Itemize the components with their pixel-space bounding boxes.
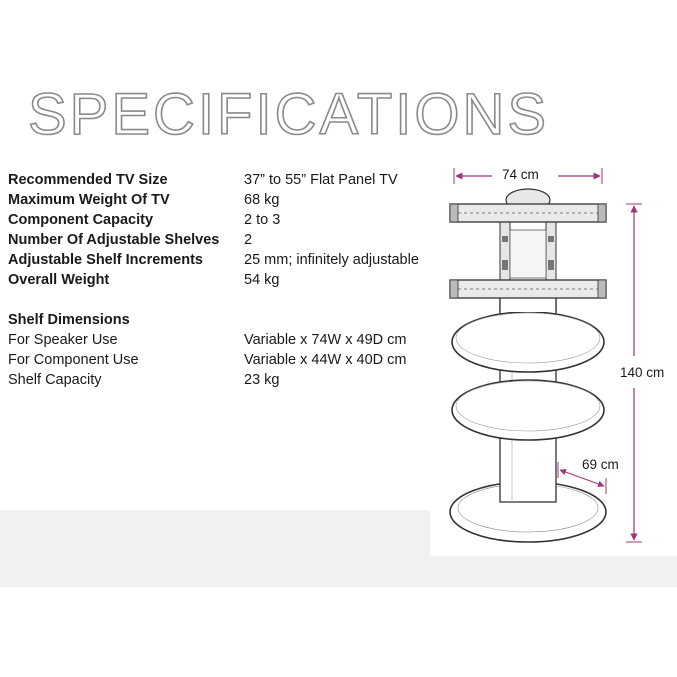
spec-label: Number Of Adjustable Shelves [8, 232, 220, 248]
shelf-label: Shelf Capacity [8, 372, 102, 388]
shelf-heading-text: Shelf Dimensions [8, 312, 130, 328]
spec-label: Adjustable Shelf Increments [8, 252, 203, 268]
spec-value: 68 kg [244, 192, 280, 208]
spec-label: Component Capacity [8, 212, 154, 228]
page-title: SPECIFICATIONS [28, 82, 550, 147]
shelf-row [8, 330, 438, 350]
spec-label: Overall Weight [8, 272, 110, 288]
spec-row [8, 230, 438, 250]
spec-value: 37” to 55” Flat Panel TV [244, 172, 398, 188]
stand-drawing [430, 160, 677, 560]
spec-value: 2 to 3 [244, 212, 281, 228]
width-label: 74 cm [502, 167, 539, 182]
shelf-label: For Component Use [8, 352, 139, 368]
spec-label: Recommended TV Size [8, 172, 168, 188]
spec-row [8, 210, 438, 230]
spec-value: 2 [244, 232, 253, 248]
stand-diagram [430, 160, 677, 560]
spec-row [8, 270, 438, 290]
spec-row [8, 250, 438, 270]
spec-value: 25 mm; infinitely adjustable [244, 252, 419, 268]
spec-table [8, 170, 438, 390]
spec-row [8, 190, 438, 210]
height-label: 140 cm [620, 365, 665, 380]
shelf-value: Variable x 44W x 40D cm [244, 352, 407, 368]
shelf-row [8, 370, 438, 390]
shelf-heading [8, 310, 438, 330]
shelf-label: For Speaker Use [8, 332, 118, 348]
shelf-row [8, 350, 438, 370]
shelf-value: Variable x 74W x 49D cm [244, 332, 407, 348]
spec-row [8, 170, 438, 190]
shelf-value: 23 kg [244, 372, 280, 388]
spec-value: 54 kg [244, 272, 280, 288]
spec-label: Maximum Weight Of TV [8, 192, 170, 208]
base-label: 69 cm [582, 457, 619, 472]
